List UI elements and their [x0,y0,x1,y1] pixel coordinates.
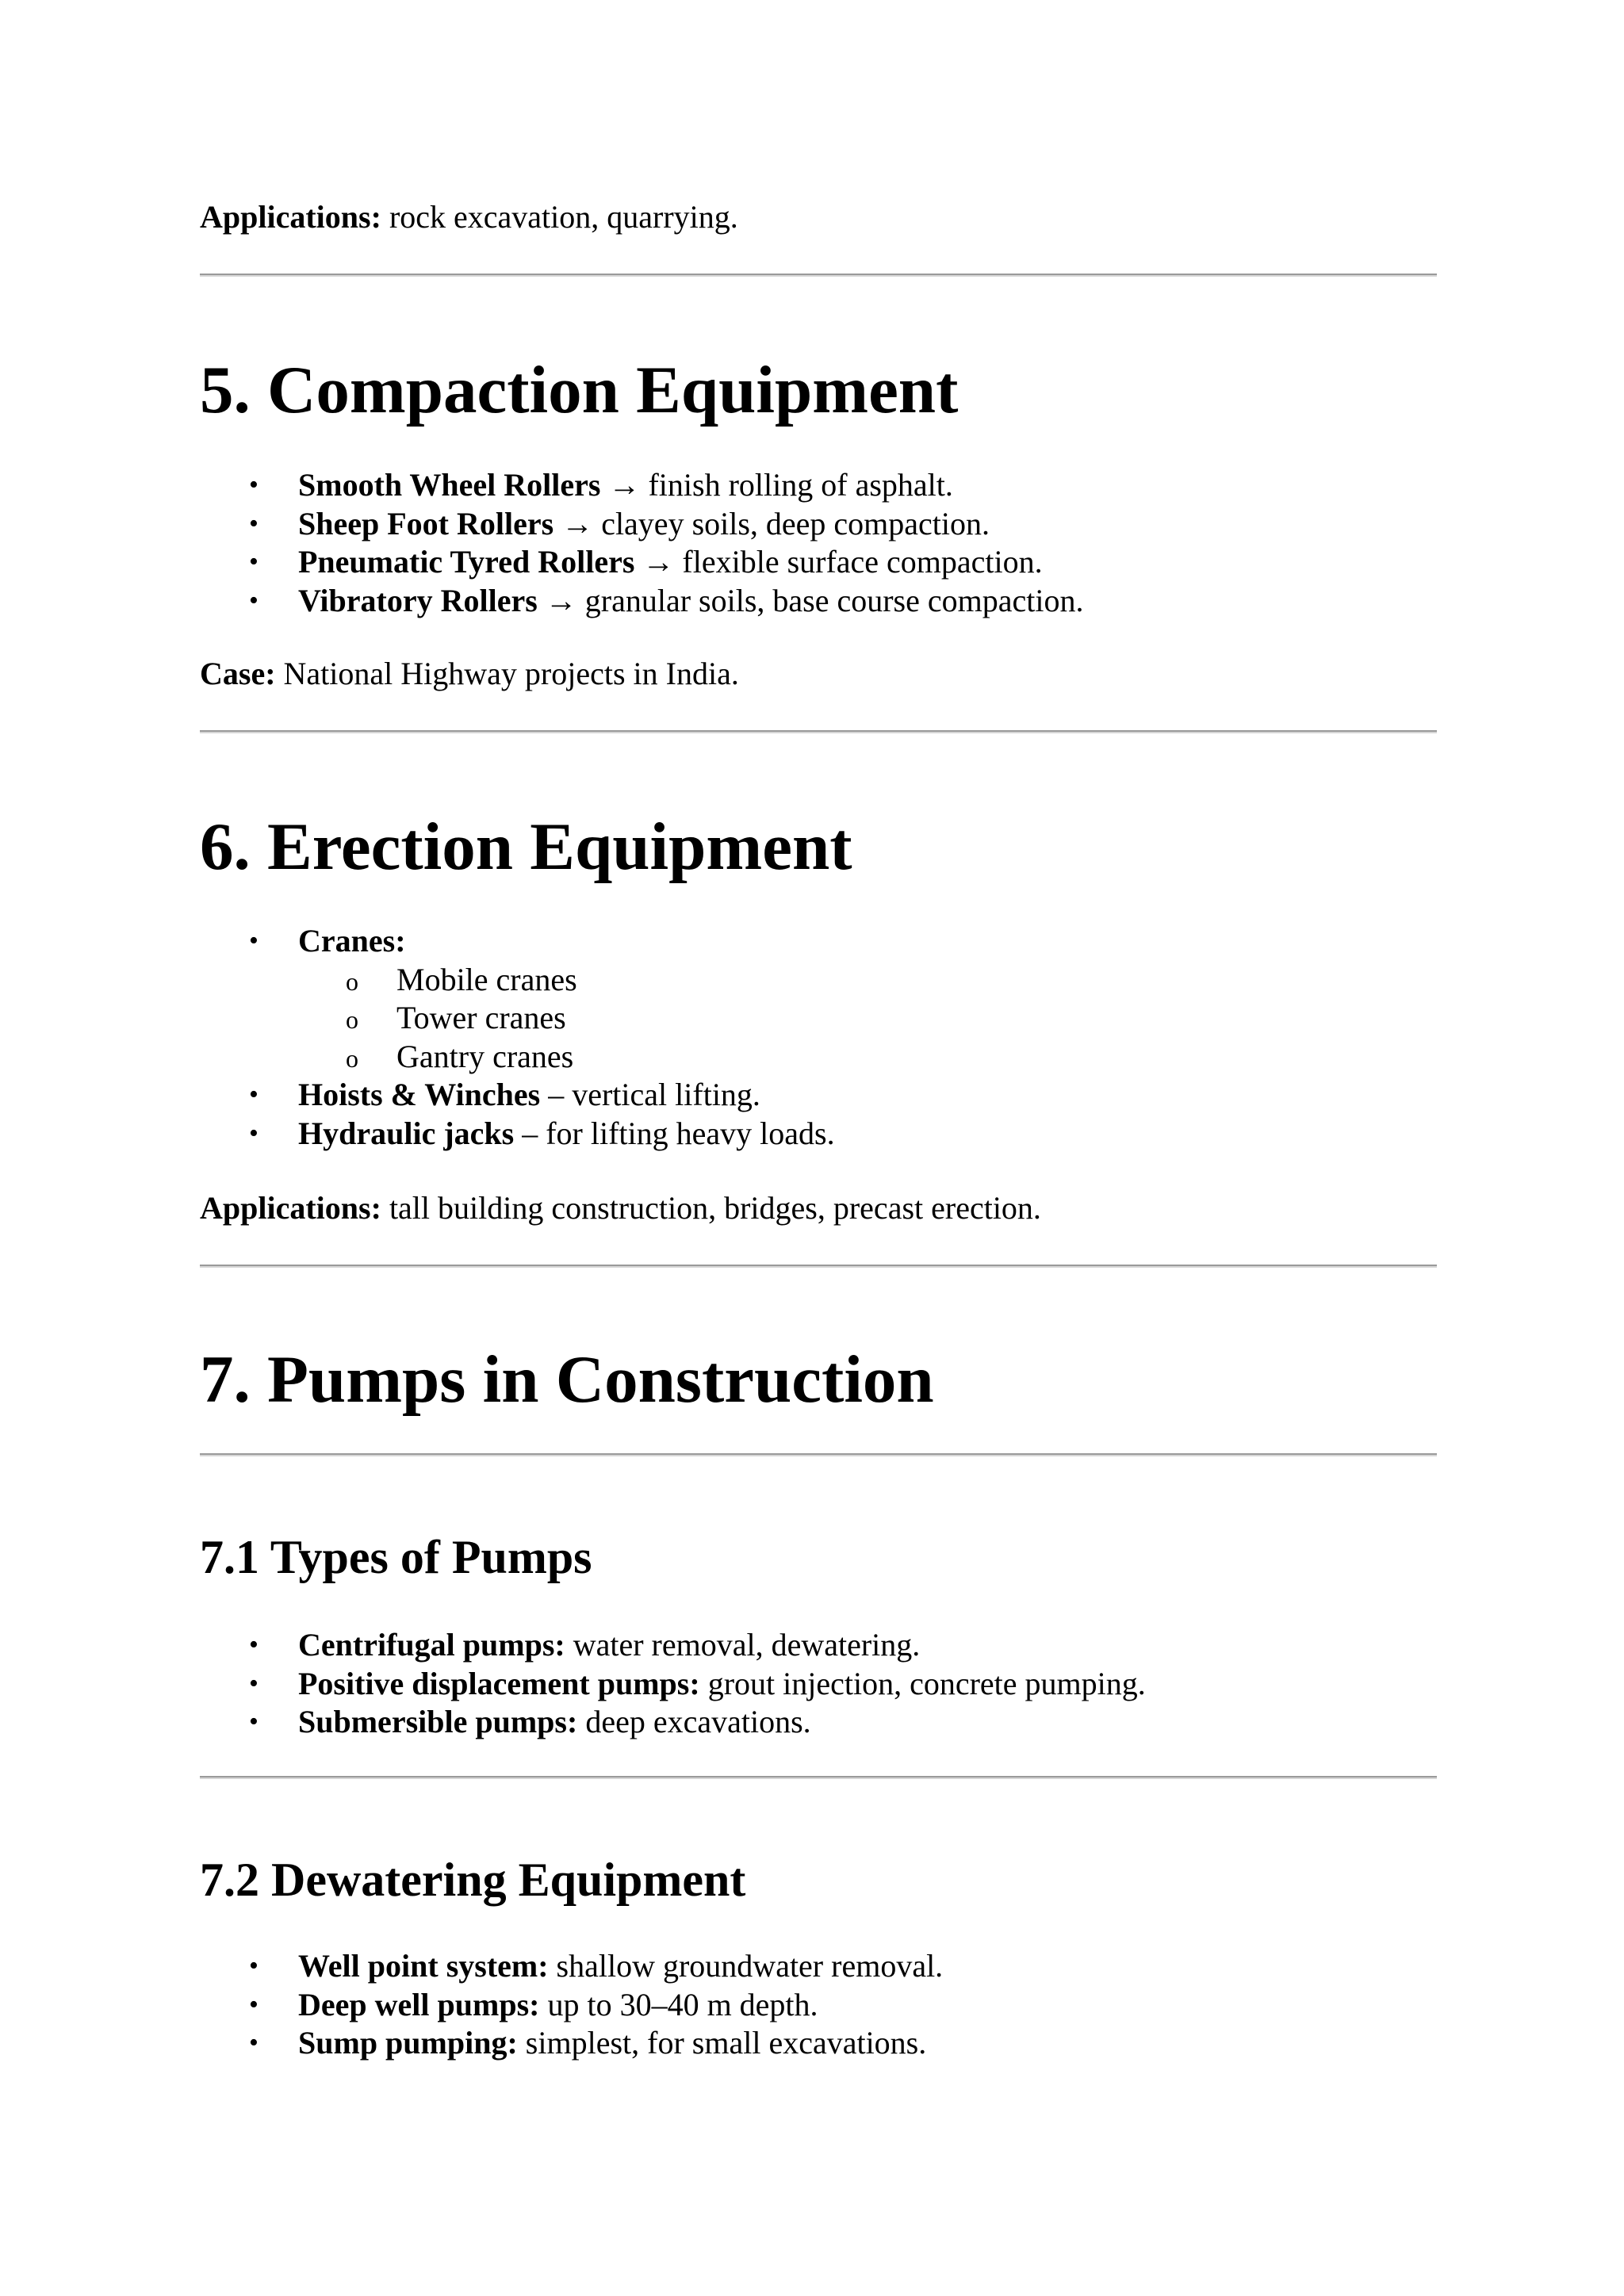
crane-type: Tower cranes [396,1000,566,1035]
item-description: grout injection, concrete pumping. [699,1665,1146,1701]
applications-label: Applications: [200,199,381,235]
cranes-label: Cranes: [298,923,406,959]
item-term: Vibratory Rollers [298,582,538,618]
item-description: → granular soils, base course compaction. [537,582,1084,618]
item-term: Submersible pumps: [298,1704,578,1739]
horizontal-rule [200,1453,1437,1456]
bullet-icon: • [249,1080,259,1109]
applications-line-2 [200,1189,1041,1227]
item-term: Sump pumping: [298,2025,518,2061]
item-description: → finish rolling of asphalt. [600,467,953,503]
section-6-heading: 6. Erection Equipment [200,809,852,884]
item-term: Deep well pumps: [298,1986,540,2022]
applications-text: rock excavation, quarrying. [381,199,738,235]
list-item [200,543,1083,582]
erection-list [200,922,835,1153]
item-term: Smooth Wheel Rollers [298,467,601,503]
item-term: Sheep Foot Rollers [298,505,554,541]
list-item [200,1626,1146,1665]
list-item [200,582,1083,621]
list-item [200,466,1083,505]
bullet-icon: • [249,1951,259,1980]
item-description: simplest, for small excavations. [517,2025,927,2061]
case-label: Case: [200,656,276,691]
bullet-icon: • [249,1668,259,1698]
item-term: Well point system: [298,1948,549,1984]
applications-label: Applications: [200,1190,381,1226]
bullet-icon: • [249,585,259,615]
applications-line [200,198,738,236]
item-term: Hoists & Winches [298,1077,541,1112]
list-item [200,1115,835,1154]
item-term: Positive displacement pumps: [298,1665,700,1701]
list-item-cranes [200,922,835,1076]
crane-type: Mobile cranes [396,961,577,997]
item-description: deep excavations. [577,1704,811,1739]
sublist-item [200,961,835,1000]
item-description: up to 30–40 m depth. [539,1986,818,2022]
bullet-icon: • [249,1989,259,2019]
item-description: → clayey soils, deep compaction. [553,505,990,541]
list-item [200,1665,1146,1704]
bullet-icon: • [249,926,259,955]
bullet-icon: • [249,1707,259,1736]
item-term: Centrifugal pumps: [298,1627,565,1663]
bullet-icon: • [249,1630,259,1659]
subsection-7-2-heading: 7.2 Dewatering Equipment [200,1854,746,1906]
sublist-item [200,1038,835,1077]
circle-bullet-icon: o [346,1005,358,1034]
item-term: Pneumatic Tyred Rollers [298,544,635,580]
list-item [200,505,1083,544]
circle-bullet-icon: o [346,1043,358,1073]
crane-type: Gantry cranes [396,1038,574,1074]
cranes-sublist [298,961,835,1077]
sublist-item [200,999,835,1038]
subsection-7-1-heading: 7.1 Types of Pumps [200,1531,592,1583]
case-line [200,655,739,693]
bullet-icon: • [249,547,259,576]
horizontal-rule [200,1265,1437,1268]
list-item [200,1076,835,1115]
section-7-heading: 7. Pumps in Construction [200,1342,934,1417]
bullet-icon: • [249,1118,259,1148]
list-item [200,1947,943,1986]
item-description: shallow groundwater removal. [548,1948,944,1984]
circle-bullet-icon: o [346,966,358,996]
list-item [200,2024,943,2063]
item-description: → flexible surface compaction. [634,544,1043,580]
bullet-icon: • [249,470,259,499]
bullet-icon: • [249,508,259,538]
list-item [200,1986,943,2025]
horizontal-rule [200,1776,1437,1779]
item-description: – vertical lifting. [540,1077,760,1112]
item-description: water removal, dewatering. [565,1627,921,1663]
pump-types-list [200,1626,1146,1742]
compaction-list [200,466,1083,620]
horizontal-rule [200,274,1437,277]
dewatering-list [200,1947,943,2063]
horizontal-rule [200,730,1437,733]
applications-text: tall building construction, bridges, precast erection. [381,1190,1041,1226]
list-item [200,1703,1146,1742]
bullet-icon: • [249,2028,259,2057]
item-description: – for lifting heavy loads. [514,1115,835,1151]
item-term: Hydraulic jacks [298,1115,515,1151]
case-text: National Highway projects in India. [275,656,739,691]
section-5-heading: 5. Compaction Equipment [200,353,959,427]
